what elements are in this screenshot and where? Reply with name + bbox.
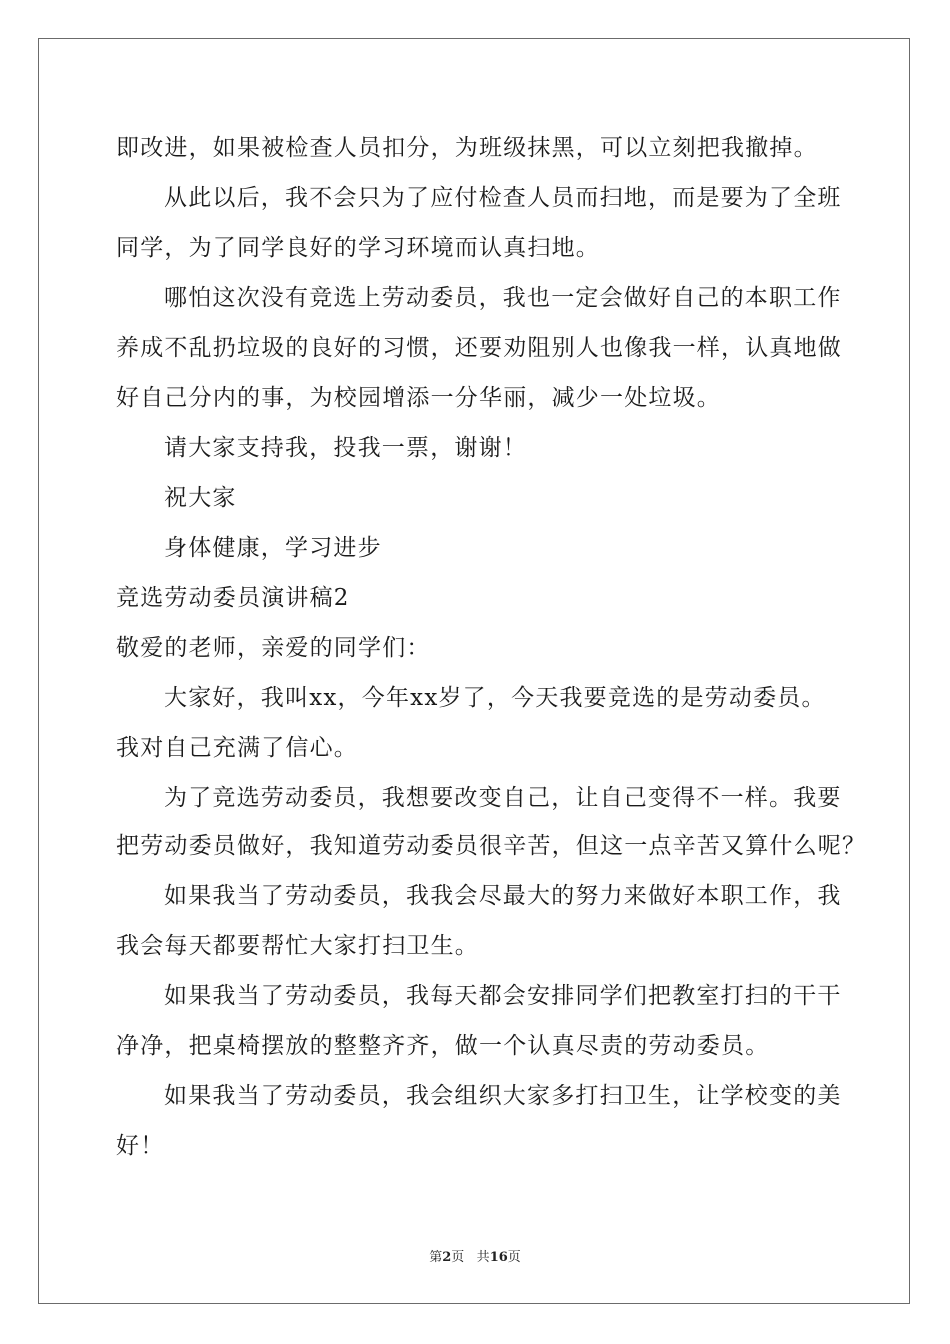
text-line: 从此以后，我不会只为了应付检查人员而扫地，而是要为了全班	[164, 185, 842, 211]
text-line: 我会每天都要帮忙大家打扫卫生。	[116, 933, 479, 959]
total-prefix: 共	[476, 1250, 490, 1265]
page-border	[38, 38, 910, 1304]
page-number: 2	[442, 1250, 452, 1265]
text-line: 如果我当了劳动委员，我我会尽最大的努力来做好本职工作，我	[164, 883, 842, 909]
text-line: 同学，为了同学良好的学习环境而认真扫地。	[116, 235, 600, 261]
salutation: 敬爱的老师，亲爱的同学们：	[116, 635, 431, 661]
text-line: 为了竞选劳动委员，我想要改变自己，让自己变得不一样。我要	[164, 785, 842, 811]
total-suffix: 页	[507, 1250, 521, 1265]
text-line: 我对自己充满了信心。	[116, 735, 358, 761]
text-line: 祝大家	[164, 485, 237, 511]
total-pages: 16	[489, 1250, 508, 1265]
text-line: 如果我当了劳动委员，我每天都会安排同学们把教室打扫的干干	[164, 983, 842, 1009]
text-line: 把劳动委员做好，我知道劳动委员很辛苦，但这一点辛苦又算什么呢？	[116, 833, 867, 859]
text-line: 大家好，我叫xx，今年xx岁了，今天我要竞选的是劳动委员。	[164, 685, 826, 711]
text-line: 请大家支持我，投我一票，谢谢！	[164, 435, 527, 461]
text-line: 好自己分内的事，为校园增添一分华丽，减少一处垃圾。	[116, 385, 721, 411]
text-line: 养成不乱扔垃圾的良好的习惯，还要劝阻别人也像我一样，认真地做	[116, 335, 842, 361]
text-line: 如果我当了劳动委员，我会组织大家多打扫卫生，让学校变的美	[164, 1083, 842, 1109]
text-line: 净净，把桌椅摆放的整整齐齐，做一个认真尽责的劳动委员。	[116, 1033, 770, 1059]
text-line: 好！	[116, 1133, 165, 1159]
page-suffix: 页	[451, 1250, 465, 1265]
page-prefix: 第	[429, 1250, 443, 1265]
page-footer	[0, 1246, 950, 1265]
text-line: 即改进，如果被检查人员扣分，为班级抹黑，可以立刻把我撤掉。	[116, 135, 818, 161]
section-title: 竞选劳动委员演讲稿2	[116, 585, 350, 611]
text-line: 哪怕这次没有竞选上劳动委员，我也一定会做好自己的本职工作	[164, 285, 842, 311]
text-line: 身体健康，学习进步	[164, 535, 382, 561]
